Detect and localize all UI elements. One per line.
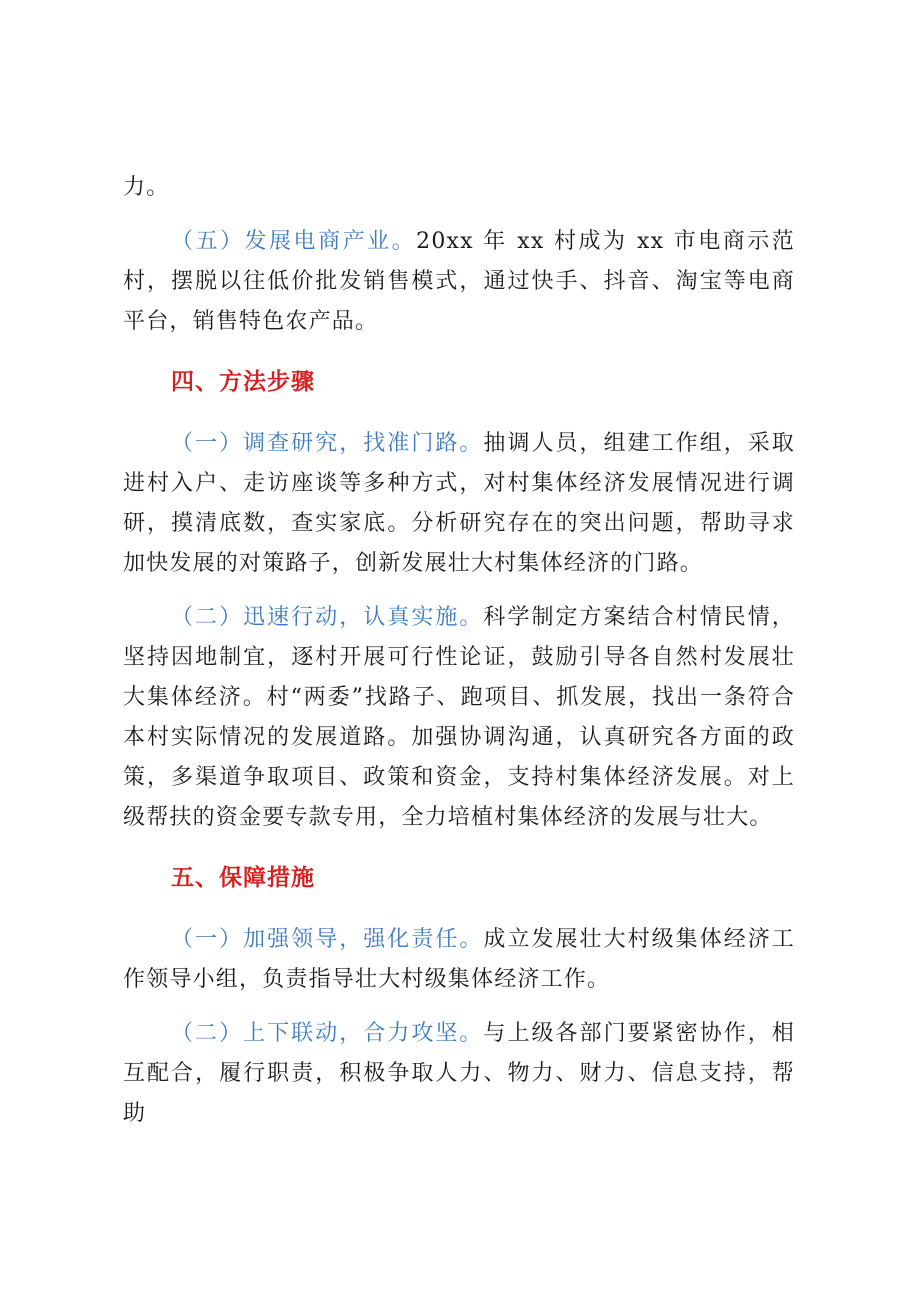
paragraph-text: 成立发展壮大村级集体经济工作领导小组，负责指导壮大村级集体经济工作。 [123,927,795,992]
paragraph-text: 抽调人员，组建工作组，采取进村入户、走访座谈等多种方式，对村集体经济发展情况进行调研，摸清底数，查实家底。分析研究存在的突出问题，帮助寻求加快发展的对策路子，创新发展壮大村集体经济的门路。 [123,431,795,576]
paragraph-action [123,598,795,838]
paragraph-text: 20xx 年 xx 村成为 xx 市电商示范村，摆脱以往低价批发销售模式，通过快手、抖音、淘宝等电商平台，销售特色农产品。 [123,229,795,334]
paragraph-linkage [123,1014,795,1134]
section-heading-safeguards: 五、保障措施 [171,865,315,891]
paragraph-lead: （五）发展电商产业。 [171,229,417,254]
paragraph-leadership [123,920,795,1000]
paragraph-lead: （一）加强领导，强化责任。 [171,927,484,952]
section-heading-methods: 四、方法步骤 [171,369,315,395]
paragraph-text: 力。 [123,175,170,200]
paragraph-text: 与上级各部门要紧密协作，相互配合，履行职责，积极争取人力、物力、财力、信息支持，帮助 [123,1021,795,1126]
paragraph-lead: （二）迅速行动，认真实施。 [171,605,484,630]
paragraph-continuation [123,168,795,208]
document-body [123,168,795,1148]
paragraph-text: 科学制定方案结合村情民情，坚持因地制宜，逐村开展可行性论证，鼓励引导各自然村发展壮大集体经济。村“两委”找路子、跑项目、抓发展，找出一条符合本村实际情况的发展道路。加强协调沟通，认真研究各方面的政策，多渠道争取项目、政策和资金，支持村集体经济发展。对上级帮扶的资金要专款专用，全力培植村集体经济的发展与壮大。 [123,605,795,830]
paragraph-ecommerce [123,222,795,342]
paragraph-lead: （二）上下联动，合力攻坚。 [171,1021,484,1046]
paragraph-lead: （一）调查研究，找准门路。 [171,431,484,456]
paragraph-research [123,424,795,584]
